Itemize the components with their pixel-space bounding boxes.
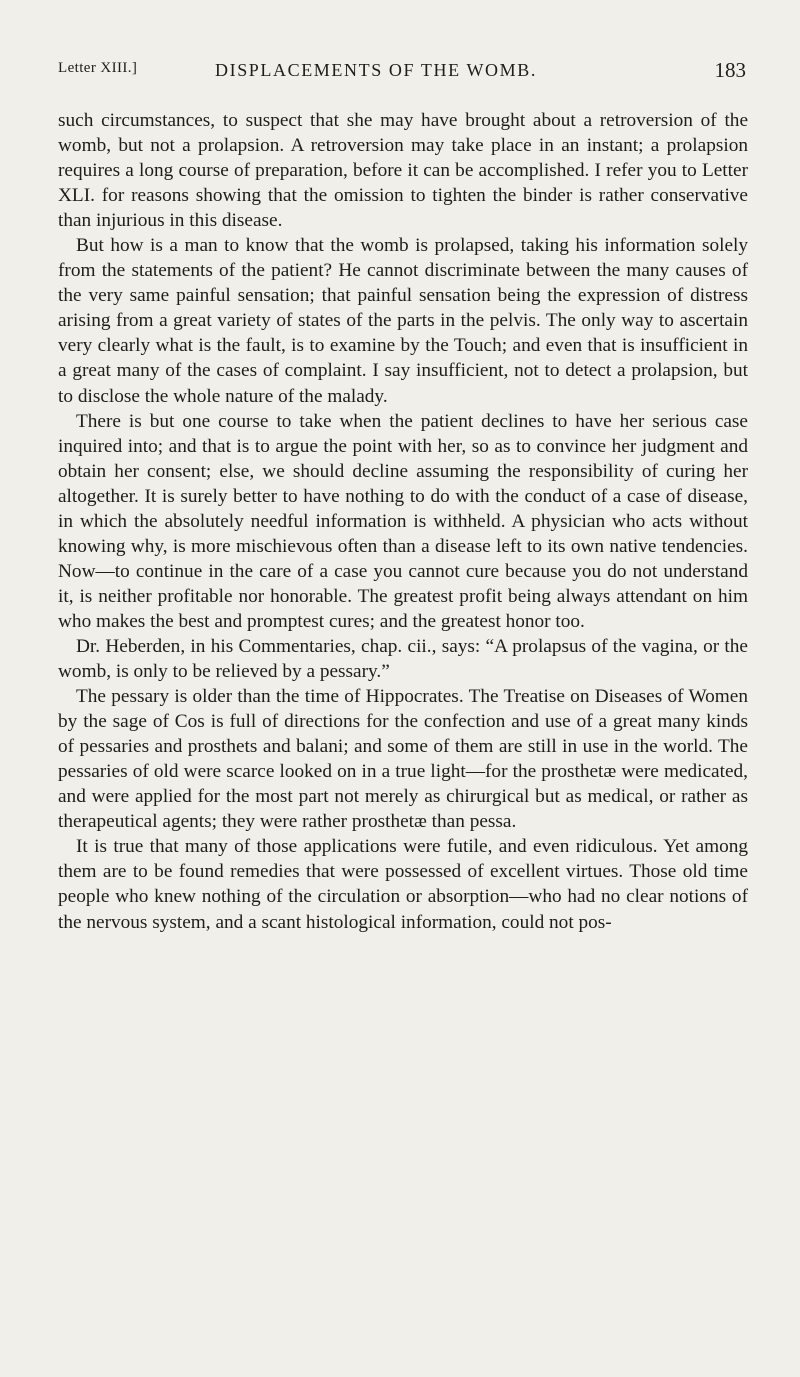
page-number: 183 xyxy=(714,58,746,82)
body-text xyxy=(58,108,748,935)
paragraph-2: But how is a man to know that the womb is prolapsed, taking his information solely from the statements of the patient? He cannot discriminate between the many causes of the very same painful sensation; that painful sensation being the expression of distress arising from a great variety of states of the parts in the pelvis. The only way to ascertain very clearly what is the fault, is to examine by the Touch; and even that is insufficient in a great many of the cases of complaint. I say insufficient, not to detect a prolapsion, but to disclose the whole nature of the malady. xyxy=(58,235,748,407)
paragraph-3: There is but one course to take when the patient declines to have her serious case inquired into; and that is to argue the point with her, so as to convince her judgment and obtain her consent; else, we should decline assuming the responsibility of curing her altogether. It is surely better to have nothing to do with the conduct of a case of disease, in which the absolutely needful information is withheld. A physician who acts without knowing why, is more mischievous often than a disease left to its own native tendencies. Now—to continue in the care of a case you cannot cure because you do not understand it, is neither profitable nor honorable. The greatest profit being always attendant on him who makes the best and promptest cures; and the greatest honor too. xyxy=(58,410,748,632)
running-head xyxy=(58,60,748,94)
paragraph-1: such circumstances, to suspect that she may have brought about a retroversion of the womb, but not a prolapsion. A retroversion may take place in an instant; a prolapsion requires a long course of preparation, before it can be accomplished. I refer you to Letter XLI. for reasons showing that the omission to tighten the binder is rather conservative than injurious in this disease. xyxy=(58,110,748,232)
chapter-title: DISPLACEMENTS OF THE WOMB. xyxy=(215,60,537,80)
paragraph-6: It is true that many of those applications were futile, and even ridiculous. Yet among them are to be found remedies that were possessed of excellent virtues. Those old time people who knew nothing of the circulation or absorption—who had no clear notions of the nervous system, and a scant histological information, could not pos- xyxy=(58,836,748,933)
paragraph-5: The pessary is older than the time of Hippocrates. The Treatise on Diseases of Women by the sage of Cos is full of directions for the confection and use of a great many kinds of pessaries and prosthets and balani; and some of them are still in use in the world. The pessaries of old were scarce looked on in a true light—for the prosthetæ were medicated, and were applied for the most part not merely as chirurgical but as medical, or rather as therapeutical agents; they were rather prosthetæ than pessa. xyxy=(58,686,748,833)
letter-reference: Letter XIII.] xyxy=(58,60,138,76)
paragraph-4: Dr. Heberden, in his Commentaries, chap. cii., says: “A prolapsus of the vagina, or the womb, is only to be relieved by a pessary.” xyxy=(58,635,748,683)
